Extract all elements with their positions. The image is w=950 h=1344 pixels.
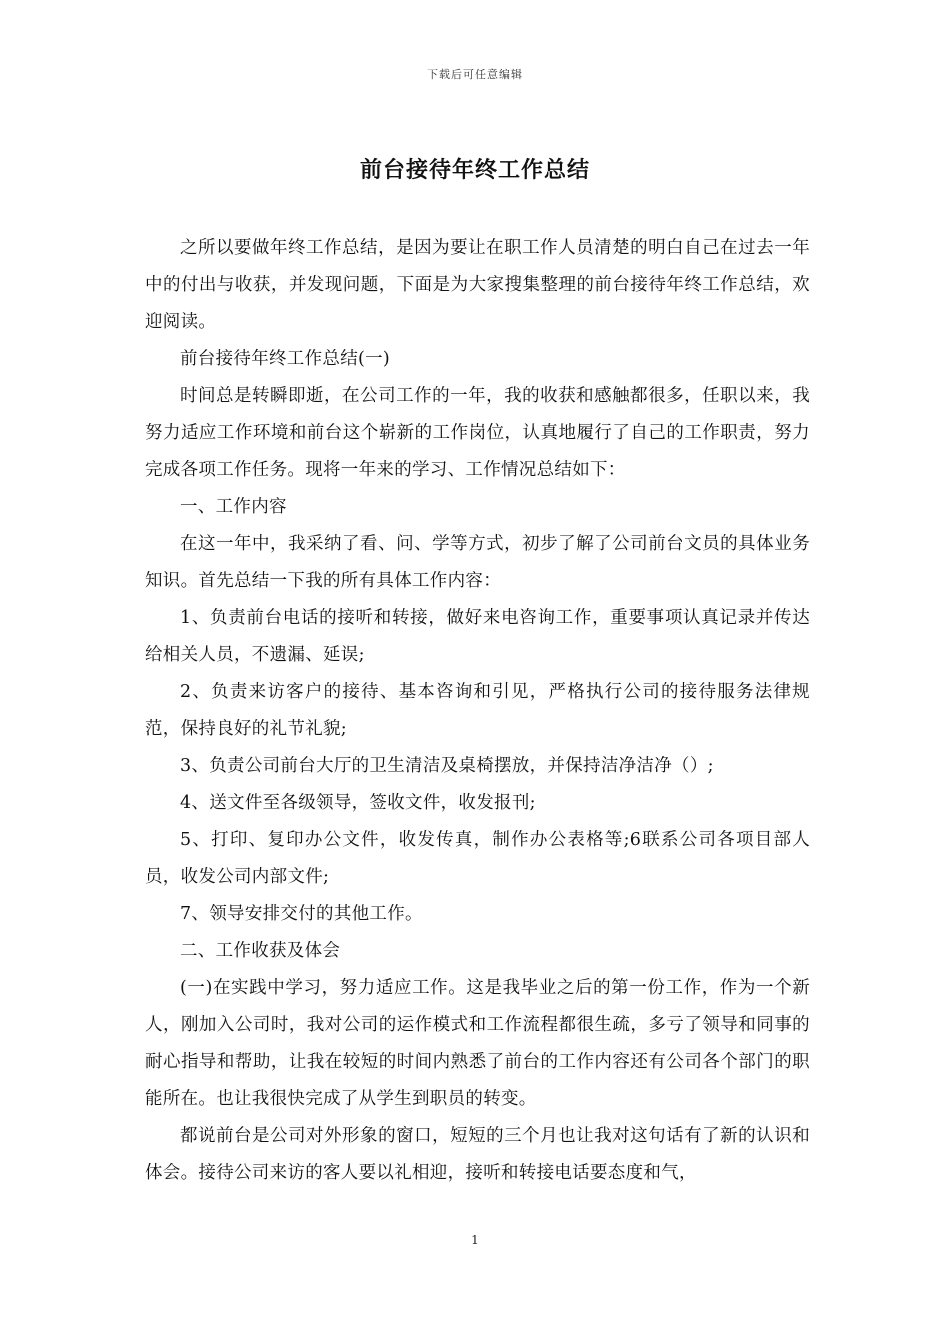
page-number: 1 bbox=[471, 1233, 479, 1247]
gains-paragraph-1: (一)在实践中学习，努力适应工作。这是我毕业之后的第一份工作，作为一个新人，刚加入公司时，我对公司的运作模式和工作流程都很生疏，多亏了领导和同事的耐心指导和帮助，让我在较短的时间内熟悉了前台的工作内容还有公司各个部门的职能所在。也让我很快完成了从学生到职员的转变。 bbox=[145, 978, 810, 1109]
opening-paragraph: 时间总是转瞬即逝，在公司工作的一年，我的收获和感触都很多，任职以来，我努力适应工作环境和前台这个崭新的工作岗位，认真地履行了自己的工作职责，努力完成各项工作任务。现将一年来的学习、工作情况总结如下： bbox=[145, 386, 810, 480]
heading-gains: 二、工作收获及体会 bbox=[180, 941, 341, 961]
heading-work-content: 一、工作内容 bbox=[180, 497, 287, 517]
document-title: 前台接待年终工作总结 bbox=[359, 157, 590, 183]
header-note: 下载后可任意编辑 bbox=[427, 68, 523, 81]
list-item-7: 7、领导安排交付的其他工作。 bbox=[180, 904, 423, 924]
list-item-2: 2、负责来访客户的接待、基本咨询和引见，严格执行公司的接待服务法律规范，保持良好的礼节礼貌; bbox=[145, 682, 810, 739]
document-body bbox=[145, 230, 810, 1192]
list-item-3: 3、负责公司前台大厅的卫生清洁及桌椅摆放，并保持洁净洁净（）; bbox=[180, 756, 714, 776]
work-content-intro: 在这一年中，我采纳了看、问、学等方式，初步了解了公司前台文员的具体业务知识。首先总结一下我的所有具体工作内容： bbox=[145, 534, 810, 591]
list-item-4: 4、送文件至各级领导，签收文件，收发报刊; bbox=[180, 793, 536, 813]
gains-paragraph-2: 都说前台是公司对外形象的窗口，短短的三个月也让我对这句话有了新的认识和体会。接待公司来访的客人要以礼相迎，接听和转接电话要态度和气， bbox=[145, 1126, 810, 1183]
section-subtitle: 前台接待年终工作总结(一) bbox=[180, 349, 391, 369]
list-item-1: 1、负责前台电话的接听和转接，做好来电咨询工作，重要事项认真记录并传达给相关人员，不遗漏、延误; bbox=[145, 608, 810, 665]
intro-paragraph: 之所以要做年终工作总结，是因为要让在职工作人员清楚的明白自己在过去一年中的付出与收获，并发现问题，下面是为大家搜集整理的前台接待年终工作总结，欢迎阅读。 bbox=[145, 238, 810, 332]
list-item-5: 5、打印、复印办公文件，收发传真，制作办公表格等;6联系公司各项目部人员，收发公司内部文件; bbox=[145, 830, 810, 887]
